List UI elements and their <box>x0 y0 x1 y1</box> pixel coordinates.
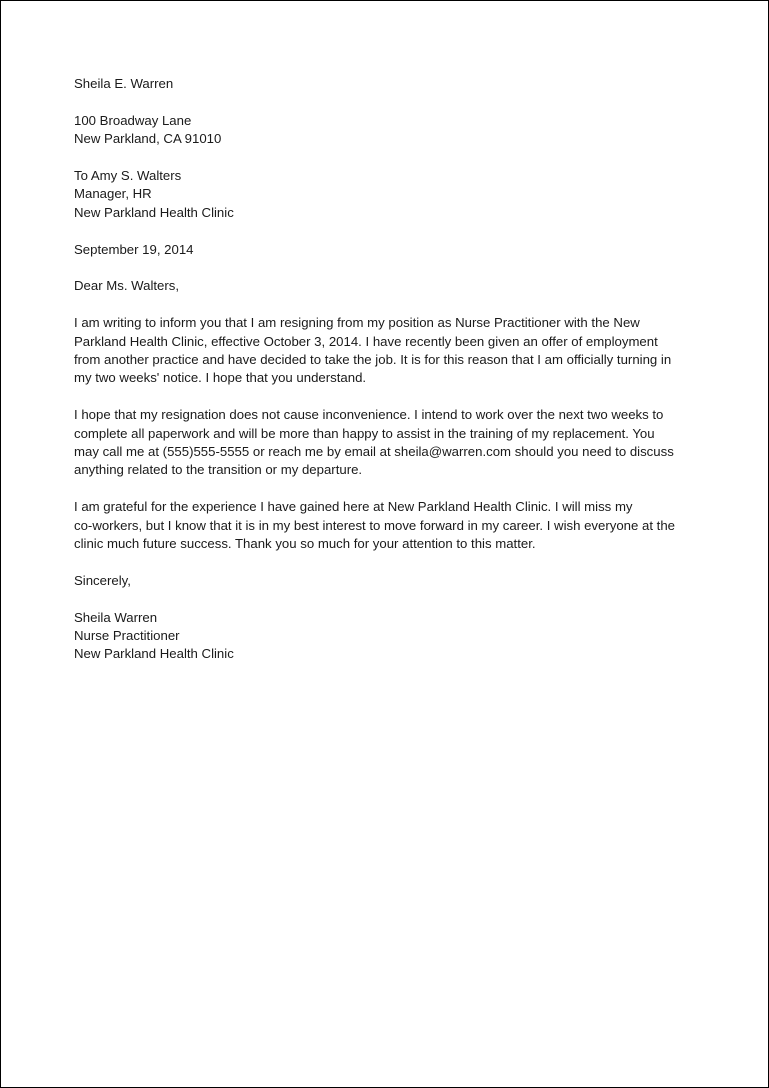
letter-date: September 19, 2014 <box>74 241 194 257</box>
signature-organization: New Parkland Health Clinic <box>74 646 234 662</box>
date-block <box>74 241 696 259</box>
body-paragraph-2 <box>74 406 696 480</box>
body-paragraph-3 <box>74 498 696 553</box>
paragraph-line: co-workers, but I know that it is in my best interest to move forward in my career. I wish everyone at the <box>74 517 676 533</box>
sender-city: New Parkland, CA 91010 <box>74 131 222 147</box>
paragraph-line: my two weeks' notice. I hope that you understand. <box>74 370 367 386</box>
salutation: Dear Ms. Walters, <box>74 278 180 294</box>
sender-street: 100 Broadway Lane <box>74 112 192 128</box>
paragraph-line: complete all paperwork and will be more than happy to assist in the training of my replacement. You <box>74 425 655 441</box>
signature-title: Nurse Practitioner <box>74 628 180 644</box>
recipient-organization: New Parkland Health Clinic <box>74 204 234 220</box>
sender-name-block <box>74 75 696 93</box>
paragraph-line: Parkland Health Clinic, effective October 3, 2014. I have recently been given an offer of employment <box>74 333 658 349</box>
paragraph-line: I hope that my resignation does not cause inconvenience. I intend to work over the next two weeks to <box>74 407 664 423</box>
paragraph-line: clinic much future success. Thank you so much for your attention to this matter. <box>74 536 536 552</box>
recipient-block <box>74 167 696 222</box>
body-paragraph-1 <box>74 314 696 388</box>
signature-block <box>74 609 696 664</box>
recipient-title: Manager, HR <box>74 186 152 202</box>
paragraph-line: I am grateful for the experience I have gained here at New Parkland Health Clinic. I will miss my <box>74 499 633 515</box>
salutation-block <box>74 277 696 295</box>
sender-address <box>74 112 696 149</box>
paragraph-line: anything related to the transition or my departure. <box>74 462 363 478</box>
sender-name: Sheila E. Warren <box>74 76 174 91</box>
paragraph-line: may call me at (555)555-5555 or reach me by email at sheila@warren.com should you need to discuss <box>74 444 674 460</box>
closing-block <box>74 572 696 590</box>
paragraph-line: I am writing to inform you that I am resigning from my position as Nurse Practitioner with the New <box>74 315 640 331</box>
resignation-letter <box>74 75 696 682</box>
signature-name: Sheila Warren <box>74 609 158 625</box>
recipient-name: To Amy S. Walters <box>74 168 182 183</box>
paragraph-line: from another practice and have decided to take the job. It is for this reason that I am officially turning in <box>74 352 672 368</box>
closing: Sincerely, <box>74 572 131 588</box>
